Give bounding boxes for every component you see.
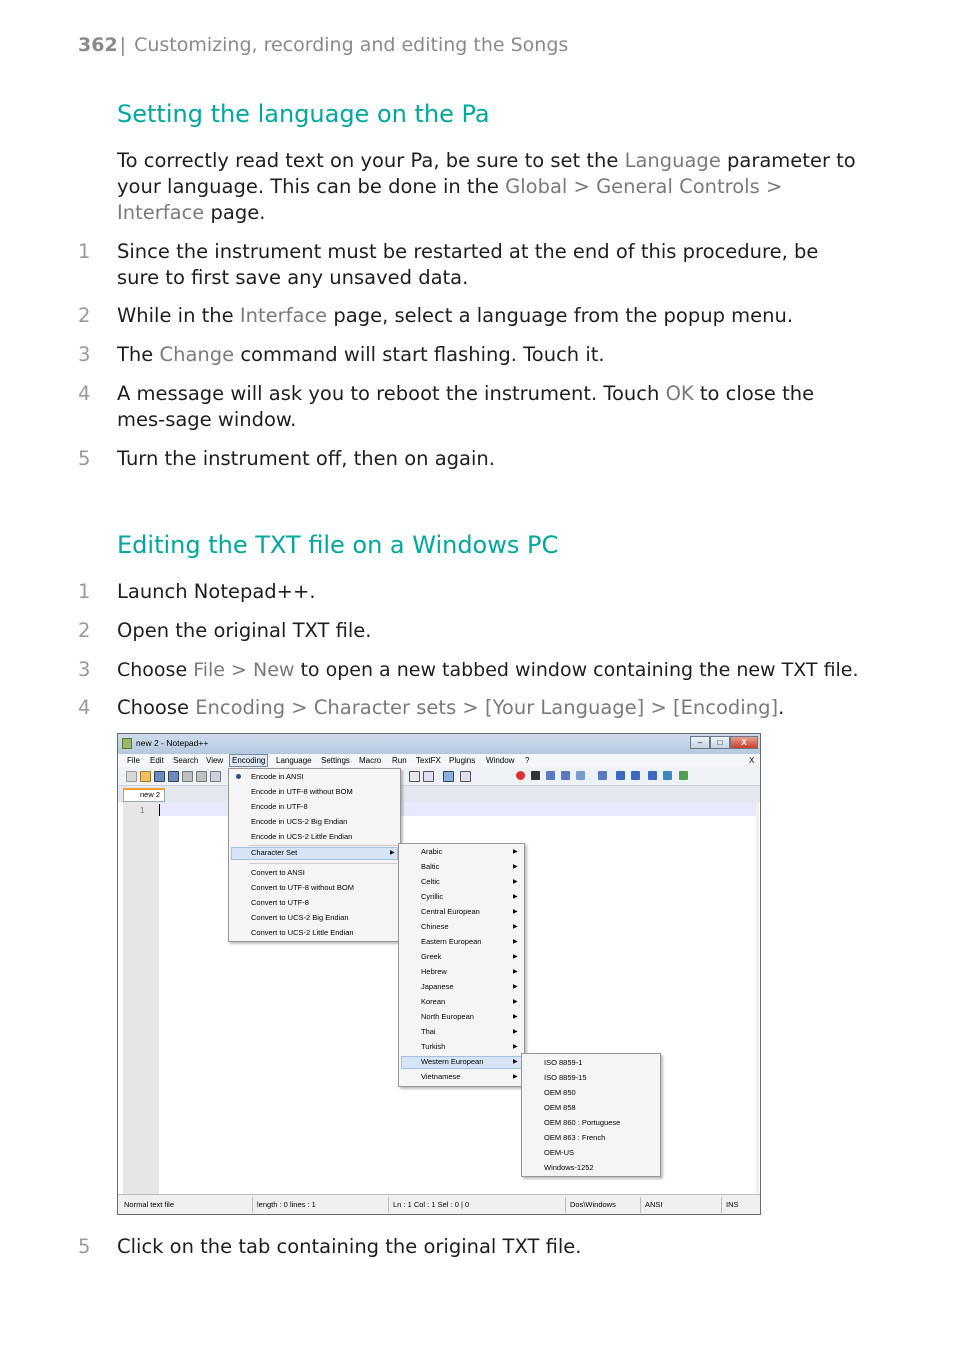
encoding-dropdown	[228, 768, 401, 942]
maximize-button[interactable]: □	[710, 736, 730, 749]
arrow-up-icon[interactable]	[616, 771, 625, 780]
charset-chinese[interactable]: Chinese	[421, 922, 449, 931]
step-text	[117, 695, 859, 721]
sort-icon[interactable]	[648, 771, 657, 780]
charset-baltic[interactable]: Baltic	[421, 862, 440, 871]
step-text-part: Choose	[117, 696, 196, 719]
submenu-arrow-icon: ▶	[390, 850, 395, 856]
submenu-arrow-icon: ▶	[513, 894, 518, 900]
menu-item-encode-utf8[interactable]: Encode in UTF-8	[251, 802, 308, 811]
open-file-icon[interactable]	[140, 771, 151, 782]
step-text-part: to close the mes-sage window.	[117, 382, 815, 431]
step-text-part: to open a new tabbed window containing the new TXT file.	[294, 659, 859, 681]
page-header	[78, 34, 568, 56]
charset-north-european[interactable]: North European	[421, 1012, 474, 1021]
charset-central-european[interactable]: Central European	[421, 907, 480, 916]
status-encoding: ANSI	[645, 1200, 663, 1209]
submenu-arrow-icon: ▶	[513, 1029, 518, 1035]
step-number: 4	[78, 382, 91, 405]
step-text	[117, 446, 859, 472]
keyword: Encoding > Character sets > [Your Language] > [Encoding]	[195, 696, 779, 719]
plugin-icon[interactable]	[598, 771, 607, 780]
step-text-part: A message will ask you to reboot the instrument. Touch	[117, 382, 666, 405]
step-number: 5	[78, 447, 91, 470]
menu-macro[interactable]: Macro	[359, 756, 382, 765]
text-caret	[159, 804, 160, 816]
status-mode: INS	[726, 1200, 739, 1209]
menu-item-encode-utf8-nobom[interactable]: Encode in UTF-8 without BOM	[251, 787, 353, 796]
section-title-editing: Editing the TXT file on a Windows PC	[117, 531, 559, 559]
arrow-down-icon[interactable]	[631, 771, 640, 780]
menu-item-convert-ucs2-be[interactable]: Convert to UCS-2 Big Endian	[251, 913, 349, 922]
menu-run[interactable]: Run	[392, 756, 407, 765]
status-separator	[565, 1197, 566, 1213]
charset-greek[interactable]: Greek	[421, 952, 442, 961]
submenu-arrow-icon: ▶	[513, 924, 518, 930]
submenu-arrow-icon: ▶	[513, 999, 518, 1005]
close-file-icon[interactable]	[182, 771, 193, 782]
indent-guide-icon[interactable]	[460, 771, 471, 782]
status-bar	[118, 1194, 760, 1215]
step-text-part: The	[117, 343, 160, 366]
line-number-gutter	[123, 802, 159, 1194]
play-multiple-icon[interactable]	[561, 771, 570, 780]
title-bar	[118, 734, 760, 754]
charset-korean[interactable]: Korean	[421, 997, 446, 1006]
step-number: 2	[78, 304, 91, 327]
keyword-language: Language	[624, 149, 721, 172]
step-text-part: command will start flashing. Touch it.	[234, 343, 605, 366]
tab-label: new 2	[140, 790, 161, 799]
submenu-arrow-icon: ▶	[513, 939, 518, 945]
keyword: Interface	[239, 304, 328, 327]
menu-item-encode-ucs2-le[interactable]: Encode in UCS-2 Little Endian	[251, 832, 353, 841]
step-text	[117, 657, 859, 683]
encoding-windows-1252[interactable]: Windows-1252	[544, 1163, 594, 1172]
intro-text: parameter to your language. This can be done in the	[117, 149, 856, 198]
charset-hebrew[interactable]: Hebrew	[421, 967, 447, 976]
close-all-icon[interactable]	[196, 771, 207, 782]
menu-language[interactable]: Language	[276, 756, 312, 765]
step-text-part: .	[778, 696, 785, 719]
submenu-arrow-icon: ▶	[513, 1044, 518, 1050]
menu-encoding[interactable]: Encoding	[229, 754, 268, 767]
status-separator	[388, 1197, 389, 1213]
western-european-submenu	[521, 1053, 661, 1177]
toolbar	[118, 767, 760, 786]
step-text-part: While in the	[117, 304, 240, 327]
print-icon[interactable]	[210, 771, 221, 782]
menu-separator	[249, 845, 399, 846]
save-macro-icon[interactable]	[576, 771, 585, 780]
stop-macro-icon[interactable]	[531, 771, 540, 780]
status-separator	[640, 1197, 641, 1213]
menu-settings[interactable]: Settings	[321, 756, 350, 765]
intro-paragraph	[117, 148, 859, 226]
keyword: OK	[665, 382, 694, 405]
charset-cyrillic[interactable]: Cyrillic	[421, 892, 444, 901]
record-macro-icon[interactable]	[516, 771, 525, 780]
status-separator	[721, 1197, 722, 1213]
step-text-part: Open the original TXT file.	[117, 619, 372, 642]
keyword-interface-path: Global > General Controls > Interface	[117, 175, 783, 224]
menu-item-convert-ansi[interactable]: Convert to ANSI	[251, 868, 305, 877]
keyword: Change	[159, 343, 235, 366]
step-text	[117, 239, 859, 291]
tab-bar	[118, 786, 760, 802]
menu-file[interactable]: File	[127, 756, 140, 765]
step-number: 3	[78, 343, 91, 366]
character-set-submenu	[398, 843, 525, 1087]
encoding-oem-850[interactable]: OEM 850	[544, 1088, 576, 1097]
intro-text: To correctly read text on your Pa, be sure to set the	[117, 149, 625, 172]
step-number: 4	[78, 696, 91, 719]
menu-item-convert-utf8-nobom[interactable]: Convert to UTF-8 without BOM	[251, 883, 354, 892]
page-number: 362	[78, 34, 118, 56]
line-number: 1	[140, 806, 145, 815]
submenu-arrow-icon: ▶	[513, 909, 518, 915]
menu-window[interactable]: Window	[486, 756, 515, 765]
play-macro-icon[interactable]	[546, 771, 555, 780]
step-text	[117, 303, 859, 329]
menu-item-convert-ucs2-le[interactable]: Convert to UCS-2 Little Endian	[251, 928, 354, 937]
vertical-scrollbar[interactable]	[756, 802, 759, 1194]
new-file-icon[interactable]	[126, 771, 137, 782]
step-text-part: Launch Notepad++.	[117, 580, 316, 603]
tab-new-2[interactable]	[123, 788, 165, 802]
step-text-part: Since the instrument must be restarted at the end of this procedure, be sure to first save any unsaved data.	[117, 240, 819, 289]
keyword: File > New	[193, 659, 295, 681]
step-text-part: page, select a language from the popup menu.	[327, 304, 794, 327]
step-text	[117, 342, 859, 368]
charset-turkish[interactable]: Turkish	[421, 1042, 446, 1051]
encoding-oem-us[interactable]: OEM-US	[544, 1148, 574, 1157]
charset-japanese[interactable]: Japanese	[421, 982, 454, 991]
submenu-arrow-icon: ▶	[513, 849, 518, 855]
step-text	[117, 618, 859, 644]
step-number: 1	[78, 580, 91, 603]
status-eol: Dos\Windows	[570, 1200, 616, 1209]
menu-view[interactable]: View	[206, 756, 224, 765]
notepad-app-icon	[122, 738, 132, 749]
window-title: new 2 - Notepad++	[136, 738, 209, 748]
section-title-language: Setting the language on the Pa	[117, 100, 490, 128]
step-number: 3	[78, 658, 91, 681]
filter-icon[interactable]	[663, 771, 672, 780]
minimize-button[interactable]: –	[690, 736, 710, 749]
charset-eastern-european[interactable]: Eastern European	[421, 937, 482, 946]
step-number: 1	[78, 240, 91, 263]
submenu-arrow-icon: ▶	[513, 1074, 518, 1080]
step-number: 2	[78, 619, 91, 642]
header-separator: |	[119, 34, 127, 56]
status-position: Ln : 1 Col : 1 Sel : 0 | 0	[393, 1200, 470, 1209]
menu-bar	[118, 754, 760, 767]
encoding-iso-8859-15[interactable]: ISO 8859-15	[544, 1073, 587, 1082]
submenu-arrow-icon: ▶	[513, 954, 518, 960]
submenu-arrow-icon: ▶	[513, 864, 518, 870]
save-all-icon[interactable]	[168, 771, 179, 782]
step-text-part: Turn the instrument off, then on again.	[117, 447, 495, 470]
charset-vietnamese[interactable]: Vietnamese	[421, 1072, 461, 1081]
status-length: length : 0 lines : 1	[257, 1200, 316, 1209]
charset-thai[interactable]: Thai	[421, 1027, 436, 1036]
encoding-oem-860[interactable]: OEM 860 : Portuguese	[544, 1118, 621, 1127]
indent-icon[interactable]	[409, 771, 420, 782]
selected-bullet-icon	[236, 774, 241, 779]
all-chars-icon[interactable]	[443, 771, 454, 782]
step-text-part: Click on the tab containing the original TXT file.	[117, 1235, 582, 1258]
encoding-oem-858[interactable]: OEM 858	[544, 1103, 576, 1112]
submenu-arrow-icon: ▶	[513, 1014, 518, 1020]
charset-western-european[interactable]: Western European	[421, 1057, 484, 1066]
menubar-close-icon[interactable]: X	[749, 756, 755, 765]
status-file-type: Normal text file	[124, 1200, 175, 1209]
save-icon[interactable]	[154, 771, 165, 782]
step-text	[117, 381, 859, 433]
spell-check-icon[interactable]	[679, 771, 688, 780]
menu-textfx[interactable]: TextFX	[416, 756, 441, 765]
step-text-part: Choose	[117, 659, 194, 681]
menu-item-convert-utf8[interactable]: Convert to UTF-8	[251, 898, 309, 907]
submenu-arrow-icon: ▶	[513, 1059, 518, 1065]
submenu-arrow-icon: ▶	[513, 879, 518, 885]
encoding-oem-863[interactable]: OEM 863 : French	[544, 1133, 606, 1142]
intro-text: page.	[204, 201, 266, 224]
step-text	[117, 579, 859, 605]
charset-arabic[interactable]: Arabic	[421, 847, 443, 856]
menu-edit[interactable]: Edit	[150, 756, 164, 765]
step-text	[117, 1234, 859, 1260]
chapter-title: Customizing, recording and editing the Songs	[134, 34, 569, 56]
charset-celtic[interactable]: Celtic	[421, 877, 440, 886]
submenu-arrow-icon: ▶	[513, 969, 518, 975]
menu-search[interactable]: Search	[173, 756, 199, 765]
menu-item-character-set-label: Character Set	[251, 848, 298, 857]
status-separator	[252, 1197, 253, 1213]
menu-item-encode-ansi[interactable]: Encode in ANSI	[251, 772, 304, 781]
menu-separator	[249, 863, 399, 864]
close-button[interactable]: X	[730, 736, 758, 749]
wrap-icon[interactable]	[423, 771, 434, 782]
submenu-arrow-icon: ▶	[513, 984, 518, 990]
menu-item-encode-ucs2-be[interactable]: Encode in UCS-2 Big Endian	[251, 817, 348, 826]
step-number: 5	[78, 1235, 91, 1258]
menu-help[interactable]: ?	[525, 756, 530, 765]
menu-plugins[interactable]: Plugins	[449, 756, 476, 765]
encoding-iso-8859-1[interactable]: ISO 8859-1	[544, 1058, 583, 1067]
notepad-screenshot	[117, 733, 761, 1215]
